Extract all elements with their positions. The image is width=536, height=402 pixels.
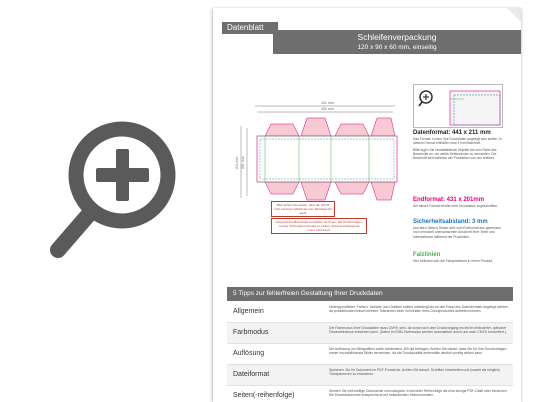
tip-text: Der Farbmodus Ihrer Druckdaten muss CMYK sein, da sonst nach dem Druckvorgang ein leicht veränderter, optischer Gesamteindruck entstehen kann. (Daten im RGB-Farbmodus werden automatisch durch uns nach CMYK konvertiert.) [329,326,507,335]
width-inner-label: 431 mm [321,107,334,111]
box-body [257,136,397,182]
tip-text: Die Auflösung von Bildgrafiken sollte mindestens 300 dpi betragen. Achten Sie darauf, dass Sie für Ihre Druckvorlagen immer hochauflösende Bilder verwenden, da die Druckqualität andernfalls deutlich pixelig wirken kann. [329,347,507,356]
drawing-note-2: Aufgrund des Beschnitts empfehlen wir Ihnen, alle Druckvorlagen zu Ihrer Sicherheit nochmals zu prüfen. Zusammenhängende Linien sind fixiert. [271,218,367,234]
tip-row-seitenreihenfolge [227,386,513,402]
width-total-label: 441 mm [321,101,334,105]
tips-header: 5 Tipps zur fehlerfreien Gestaltung Ihrer Druckdaten [227,287,513,301]
sicherheit-heading: Sicherheitsabstand: 3 mm [413,219,488,225]
tip-text: Speichern Sie Ihr Dokument im PDF-Format ab. Achten Sie darauf, Schriften einzubetten und (soweit als möglich) Transparenzen zu reduzieren. [329,368,500,377]
datenblatt-tag: Datenblatt [222,22,278,34]
falzlinien-block [413,252,503,265]
corner-detail [413,84,503,128]
tip-row-aufloesung [227,344,513,365]
height-inner-label: 201 mm [241,156,245,169]
zoom-button[interactable] [40,105,190,285]
tip-label: Dateiformat [233,371,270,378]
sheet-header [273,30,521,54]
datenformat-text: Das Format, in dem Ihre Druckdaten angelegt sein sollten. In diesem Format enthalten sind 3 mm Beschnitt. [413,137,502,146]
sicherheit-text: (auf allen Seiten) Dieser wird vom Endformat aus gemessen und verhindert unerwünschten Anschnitt Ihrer Texte und Informationen während der Produktion. [413,226,501,239]
page-curl [507,8,521,22]
datenformat-heading: Datenformat: 441 x 211 mm [413,130,491,136]
endformat-heading: Endformat: 431 x 201mm [413,197,485,203]
tip-text: Hintergrundbilder, Farben, Verläufe und Grafiken sollten unbedingt bis an den Rand des Datenformats angelegt werden, da produktionstechnisch kleinere Toleranzen beim Schneiden Ihres Druckproduktes auftreten können. [329,305,510,314]
height-total-label: 211 mm [235,156,239,169]
tip-label: Allgemein [233,308,264,315]
drawing-note-1: Bitte achten Sie darauf, dass die Schrift (inkl. Hintergrundbild) bis zum Randbereich reicht. [271,201,335,217]
tip-row-allgemein [227,302,513,323]
zoom-in-magnifier-icon [40,105,190,285]
datenformat-text-2: Bitte legen Sie randabfallende Objekte bis zum Rand des Beschnitts an, um weiße Seitenränder zu vermeiden. Der Beschnitt wird während der Produktion von uns entfernt. [413,147,497,161]
falzlinien-text: Hier befinden sich die Falzpositionen in Ihrem Produkt. [413,259,493,263]
sicherheit-block [413,219,503,241]
bottom-tabs [265,182,395,200]
endformat-block [413,197,503,210]
product-title: Schleifenverpackung [357,32,437,42]
datenformat-block [413,130,503,162]
falzlinien-heading: Falzlinien [413,252,441,258]
top-tabs [265,118,395,136]
data-sheet-preview[interactable] [213,8,521,402]
tip-text: Senden Sie mehrseitige Dokumente chronologisch in korrekter Reihenfolge als eine einzige PDF-Datei oder benennen Sie Einzeldokumente entsprechend mit fortlaufenden Seitennummern. [329,389,507,398]
tip-label: Seiten(-reihenfolge) [233,392,295,399]
tip-label: Auflösung [233,350,265,357]
tip-label: Farbmodus [233,329,269,336]
tip-row-dateiformat [227,365,513,386]
tip-row-farbmodus [227,323,513,344]
product-subtitle: 120 x 90 x 60 mm, einseitig [357,44,437,51]
endformat-text: Auf dieses Format werden Ihre Druckdaten zugeschnitten. [413,204,499,208]
tips-table [227,302,513,402]
